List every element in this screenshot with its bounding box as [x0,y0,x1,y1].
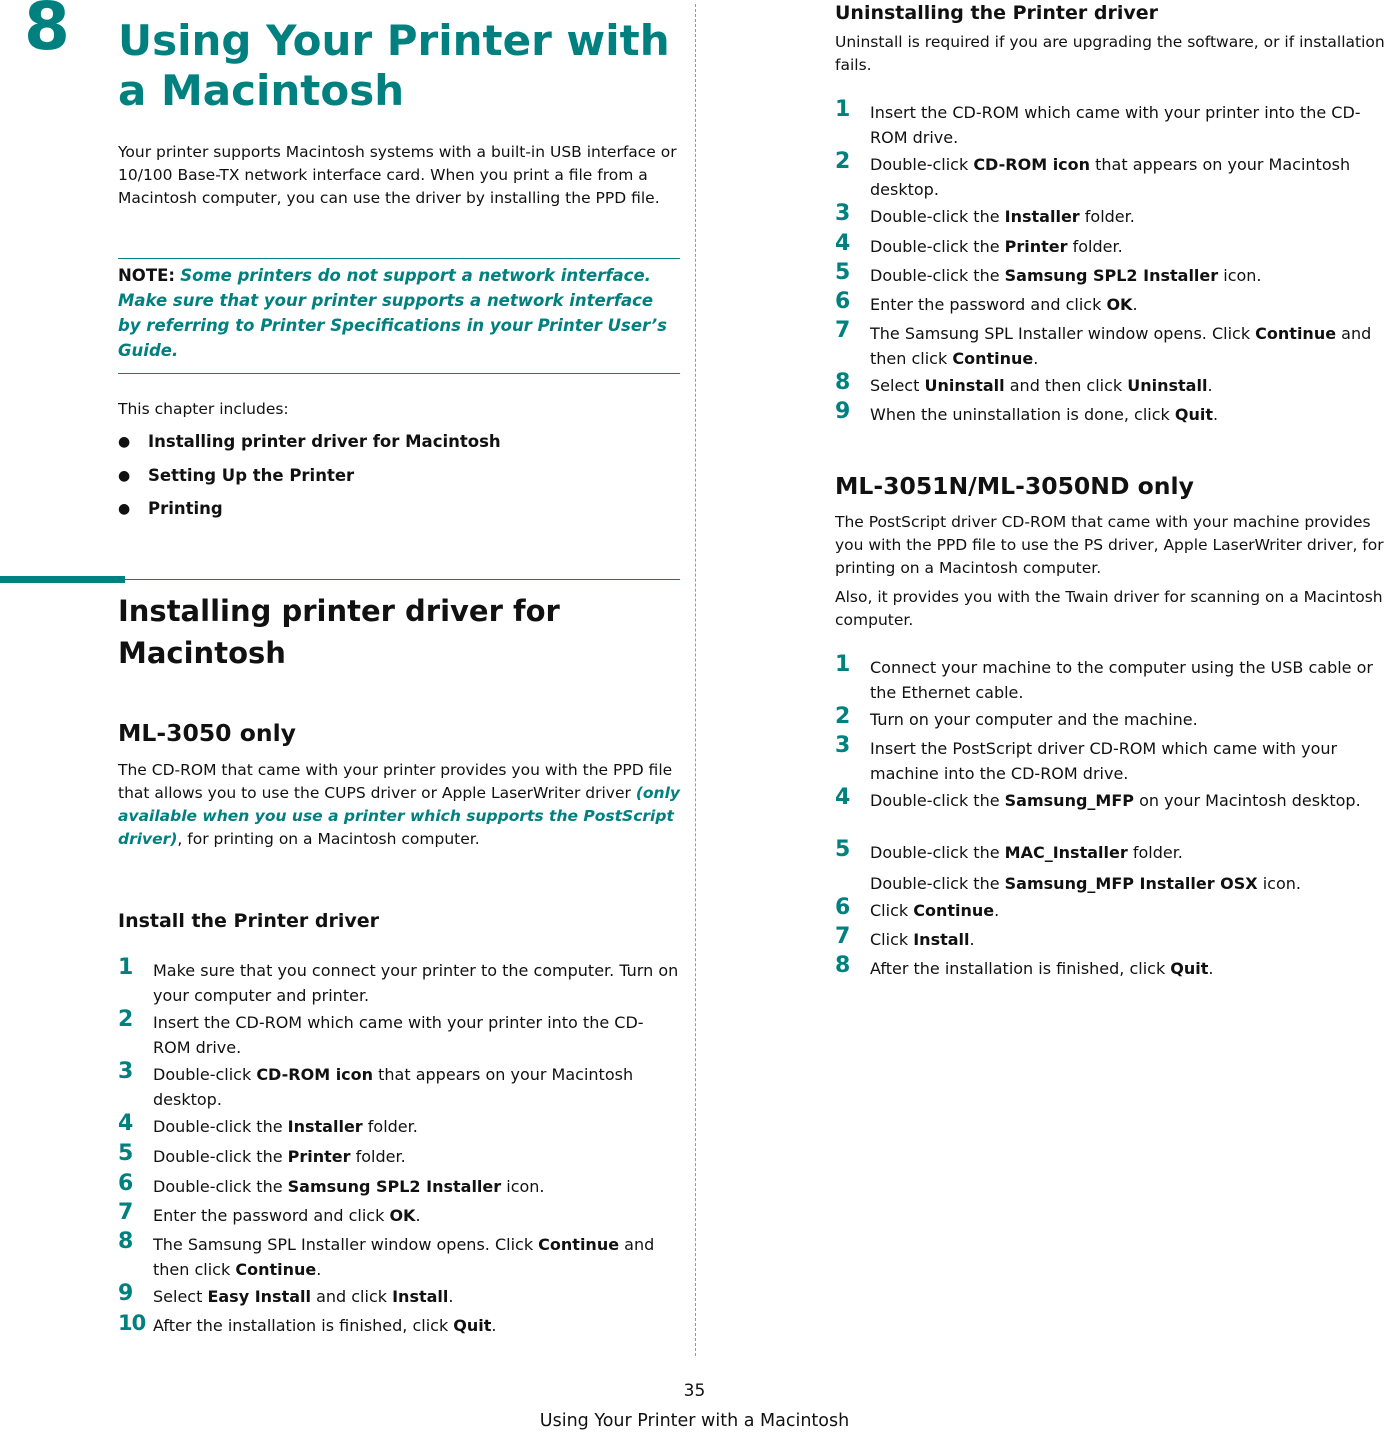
step: 5 Double-click the Samsung SPL2 Installer icon. [835,260,1262,285]
step: 4 Double-click the Installer folder. [118,1111,418,1136]
step: 3 Double-click the Installer folder. [835,201,1135,226]
install-heading: Install the Printer driver [118,910,379,932]
bullet-icon: ● [118,467,131,484]
ml3051-para1: The PostScript driver CD-ROM that came with your machine provides you with the PPD file to use the PS driver, Apple LaserWriter driver, for printing on a Macintosh computer. [835,513,1384,577]
toc-intro: This chapter includes: [118,400,289,418]
footer-title: Using Your Printer with a Macintosh [539,1411,850,1431]
step: 5 Double-click the MAC_Installer folder. [835,837,1183,862]
step: 8 After the installation is finished, click Quit. [835,953,1214,978]
chapter-title: Using Your Printer with a Macintosh [118,16,670,115]
section-rule [118,579,680,580]
step: 7 Click Install. [835,924,975,949]
chapter-intro: Your printer supports Macintosh systems with a built-in USB interface or 10/100 Base-TX network interface card. When you print a file from a Macintosh computer, you can use the driver by installing the PPD file. [118,143,677,207]
step: 6 Click Continue. [835,895,1000,920]
uninstall-intro: Uninstall is required if you are upgrading the software, or if installation fails. [835,33,1385,74]
toc-item[interactable]: ● Printing [118,497,680,531]
step: 2 Insert the CD-ROM which came with your printer into the CD-ROM drive. [118,1007,644,1057]
step: 7 Enter the password and click OK. [118,1200,421,1225]
toc-item[interactable]: ● Setting Up the Printer [118,464,680,498]
page-number: 35 [683,1381,706,1401]
step: 1 Connect your machine to the computer using the USB cable or the Ethernet cable. [835,652,1373,702]
step: 9 When the uninstallation is done, click Quit. [835,399,1219,424]
step: 5 Double-click the Printer folder. [118,1141,406,1166]
bullet-icon: ● [118,501,131,517]
step: 10 After the installation is finished, click Quit. [118,1311,497,1335]
ml3050-description: The CD-ROM that came with your printer provides you with the PPD file that allows you to use the CUPS driver or Apple LaserWriter driver (only available when you use a printer which supports the PostScript driver), for printing on a Macintosh computer. [118,761,680,848]
step: 8 The Samsung SPL Installer window opens. Click Continue and then click Continue. [118,1229,655,1279]
note-label: NOTE: [118,266,175,285]
note-text: Some printers do not support a network interface. Make sure that your printer supports a network interface by referring to Printer Specifications in your Printer User’s Guide. [118,266,667,360]
step: 3 Insert the PostScript driver CD-ROM which came with your machine into the CD-ROM drive. [835,733,1338,783]
step: 1 Insert the CD-ROM which came with your printer into the CD-ROM drive. [835,97,1361,147]
bullet-icon: ● [118,434,131,450]
toc-list [118,430,680,531]
step: 7 The Samsung SPL Installer window opens. Click Continue and then click Continue. [835,318,1372,368]
ml3050-heading: ML-3050 only [118,719,296,747]
step: 4 Double-click the Samsung_MFP on your Macintosh desktop. [835,785,1361,810]
step: 9 Select Easy Install and click Install. [118,1281,454,1306]
install-steps [118,955,680,1342]
step: 2 Double-click CD-ROM icon that appears on your Macintosh desktop. [835,149,1351,199]
ml3051-heading: ML-3051N/ML-3050ND only [835,472,1194,500]
section-title: Installing printer driver for Macintosh [118,594,560,670]
uninstall-steps [835,97,1389,431]
ml3051-steps [835,652,1389,985]
step-sub: Double-click the Samsung_MFP Installer OSX icon. [870,874,1301,893]
step: 2 Turn on your computer and the machine. [835,704,1198,729]
step: 6 Double-click the Samsung SPL2 Installer icon. [118,1171,545,1196]
step: 1 Make sure that you connect your printer to the computer. Turn on your computer and printer. [118,955,679,1005]
chapter-number: 8 [24,0,70,65]
step: 8 Select Uninstall and then click Uninstall. [835,370,1213,395]
step: 4 Double-click the Printer folder. [835,231,1123,256]
toc-item[interactable]: ● Installing printer driver for Macintosh [118,430,680,464]
ml3051-para2: Also, it provides you with the Twain driver for scanning on a Macintosh computer. [835,588,1383,629]
section-accent-bar [0,576,125,583]
step: 3 Double-click CD-ROM icon that appears on your Macintosh desktop. [118,1059,634,1109]
step: 6 Enter the password and click OK. [835,289,1138,314]
column-divider [695,4,696,1356]
uninstall-heading: Uninstalling the Printer driver [835,2,1159,24]
note-box [118,258,680,374]
